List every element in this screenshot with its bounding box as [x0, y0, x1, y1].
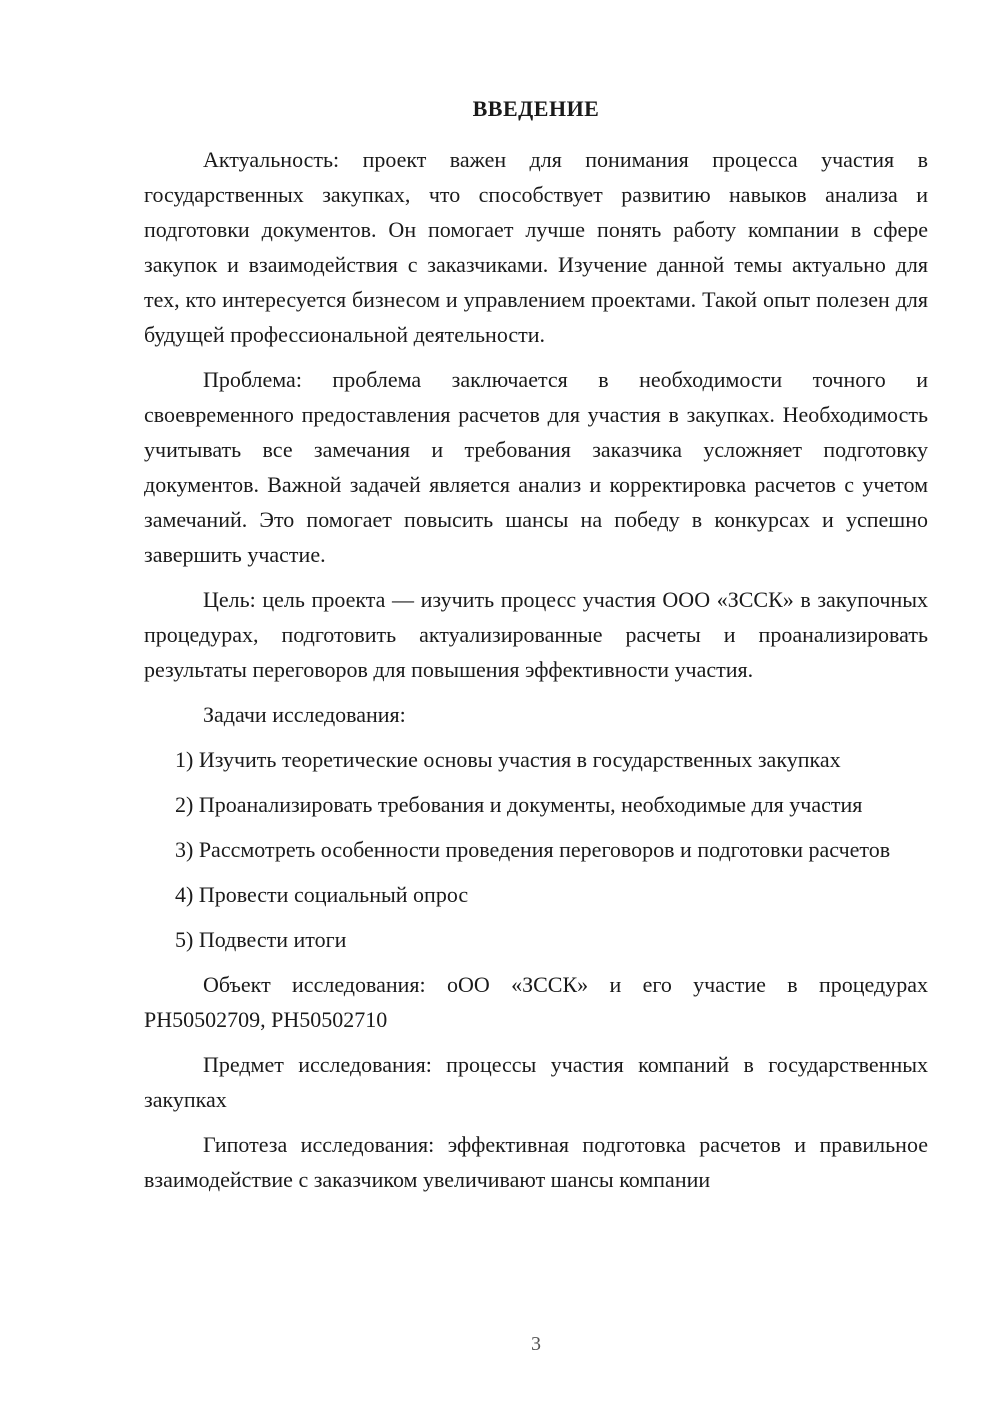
section-title: ВВЕДЕНИЕ: [472, 96, 600, 121]
list-item: 1) Изучить теоретические основы участия в государственных закупках: [175, 747, 841, 772]
paragraph-goal: Цель: цель проекта — изучить процесс участия ООО «ЗССК» в закупочных процедурах, подготовить актуализированные расчеты и проанализировать результаты переговоров для повышения эффективности участия.: [144, 587, 928, 682]
paragraph-subject: Предмет исследования: процессы участия компаний в государственных закупках: [144, 1052, 928, 1112]
paragraph-relevance: Актуальность: проект важен для понимания процесса участия в государственных закупках, что способствует развитию навыков анализа и подготовки документов. Он помогает лучше понять работу компании в сфере закупок и взаимодействия с заказчиками. Изучение данной темы актуально для тех, кто интересуется бизнесом и управлением проектами. Такой опыт полезен для будущей профессиональной деятельности.: [144, 147, 928, 347]
list-item: 5) Подвести итоги: [175, 927, 347, 952]
paragraph-hypothesis: Гипотеза исследования: эффективная подготовка расчетов и правильное взаимодействие с заказчиком увеличивают шансы компании: [144, 1132, 928, 1192]
body-text: [144, 142, 928, 1207]
paragraph-tasks-heading: Задачи исследования:: [203, 702, 406, 727]
list-item: 2) Проанализировать требования и документы, необходимые для участия: [175, 792, 863, 817]
list-item: 3) Рассмотреть особенности проведения переговоров и подготовки расчетов: [175, 837, 891, 862]
page-number: 3: [531, 1333, 541, 1355]
paragraph-problem: Проблема: проблема заключается в необходимости точного и своевременного предоставления расчетов для участия в закупках. Необходимость учитывать все замечания и требования заказчика усложняет подготовку документов. Важной задачей является анализ и корректировка расчетов с учетом замечаний. Это помогает повысить шансы на победу в конкурсах и успешно завершить участие.: [144, 367, 928, 567]
list-item: 4) Провести социальный опрос: [175, 882, 469, 907]
paragraph-object: Объект исследования: оОО «ЗССК» и его участие в процедурах РН50502709, РН50502710: [144, 972, 928, 1032]
